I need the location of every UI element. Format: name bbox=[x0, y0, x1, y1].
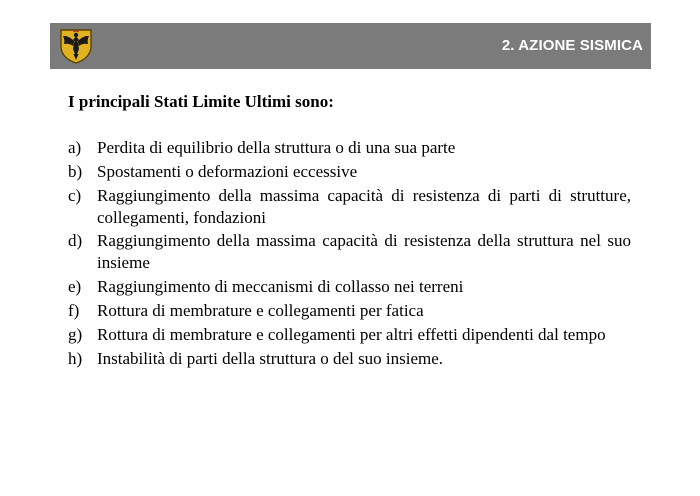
list-item bbox=[68, 230, 631, 274]
list-item bbox=[68, 324, 631, 346]
list-item bbox=[68, 137, 631, 159]
list-marker: g) bbox=[68, 324, 83, 344]
list-item-text: Spostamenti o deformazioni eccessive bbox=[97, 161, 358, 181]
list-item-text: Instabilità di parti della struttura o del suo insieme. bbox=[97, 348, 444, 368]
list-item bbox=[68, 300, 631, 322]
list-item-text: Perdita di equilibrio della struttura o di una sua parte bbox=[97, 138, 456, 157]
section-title: 2. AZIONE SISMICA bbox=[501, 37, 643, 54]
list-item-text: Rottura di membrature e collegamenti per altri effetti dipendenti dal tempo bbox=[97, 324, 606, 344]
list-item-text: Raggiungimento della massima capacità di resistenza della struttura nel suo insieme bbox=[97, 231, 631, 273]
list-item-text: Raggiungimento della massima capacità di resistenza di parti di strutture, collegamenti, fondazioni bbox=[97, 185, 631, 227]
list-item bbox=[68, 348, 631, 370]
list-item-text: Rottura di membrature e collegamenti per fatica bbox=[97, 300, 424, 320]
list-marker: a) bbox=[68, 138, 82, 157]
list-marker: c) bbox=[68, 185, 82, 205]
list-item bbox=[68, 185, 631, 229]
list-item bbox=[68, 161, 631, 183]
intro-heading: I principali Stati Limite Ultimi sono: bbox=[68, 92, 334, 111]
limit-states-list bbox=[68, 137, 631, 371]
list-marker: d) bbox=[68, 231, 83, 251]
list-marker: e) bbox=[68, 277, 82, 297]
list-marker: f) bbox=[68, 300, 80, 320]
header-bar bbox=[50, 23, 651, 69]
list-marker: b) bbox=[68, 161, 83, 181]
list-item-text: Raggiungimento di meccanismi di collasso nei terreni bbox=[97, 277, 464, 297]
list-marker: h) bbox=[68, 348, 83, 368]
list-item bbox=[68, 276, 631, 298]
eagle-crest-icon bbox=[58, 27, 94, 65]
